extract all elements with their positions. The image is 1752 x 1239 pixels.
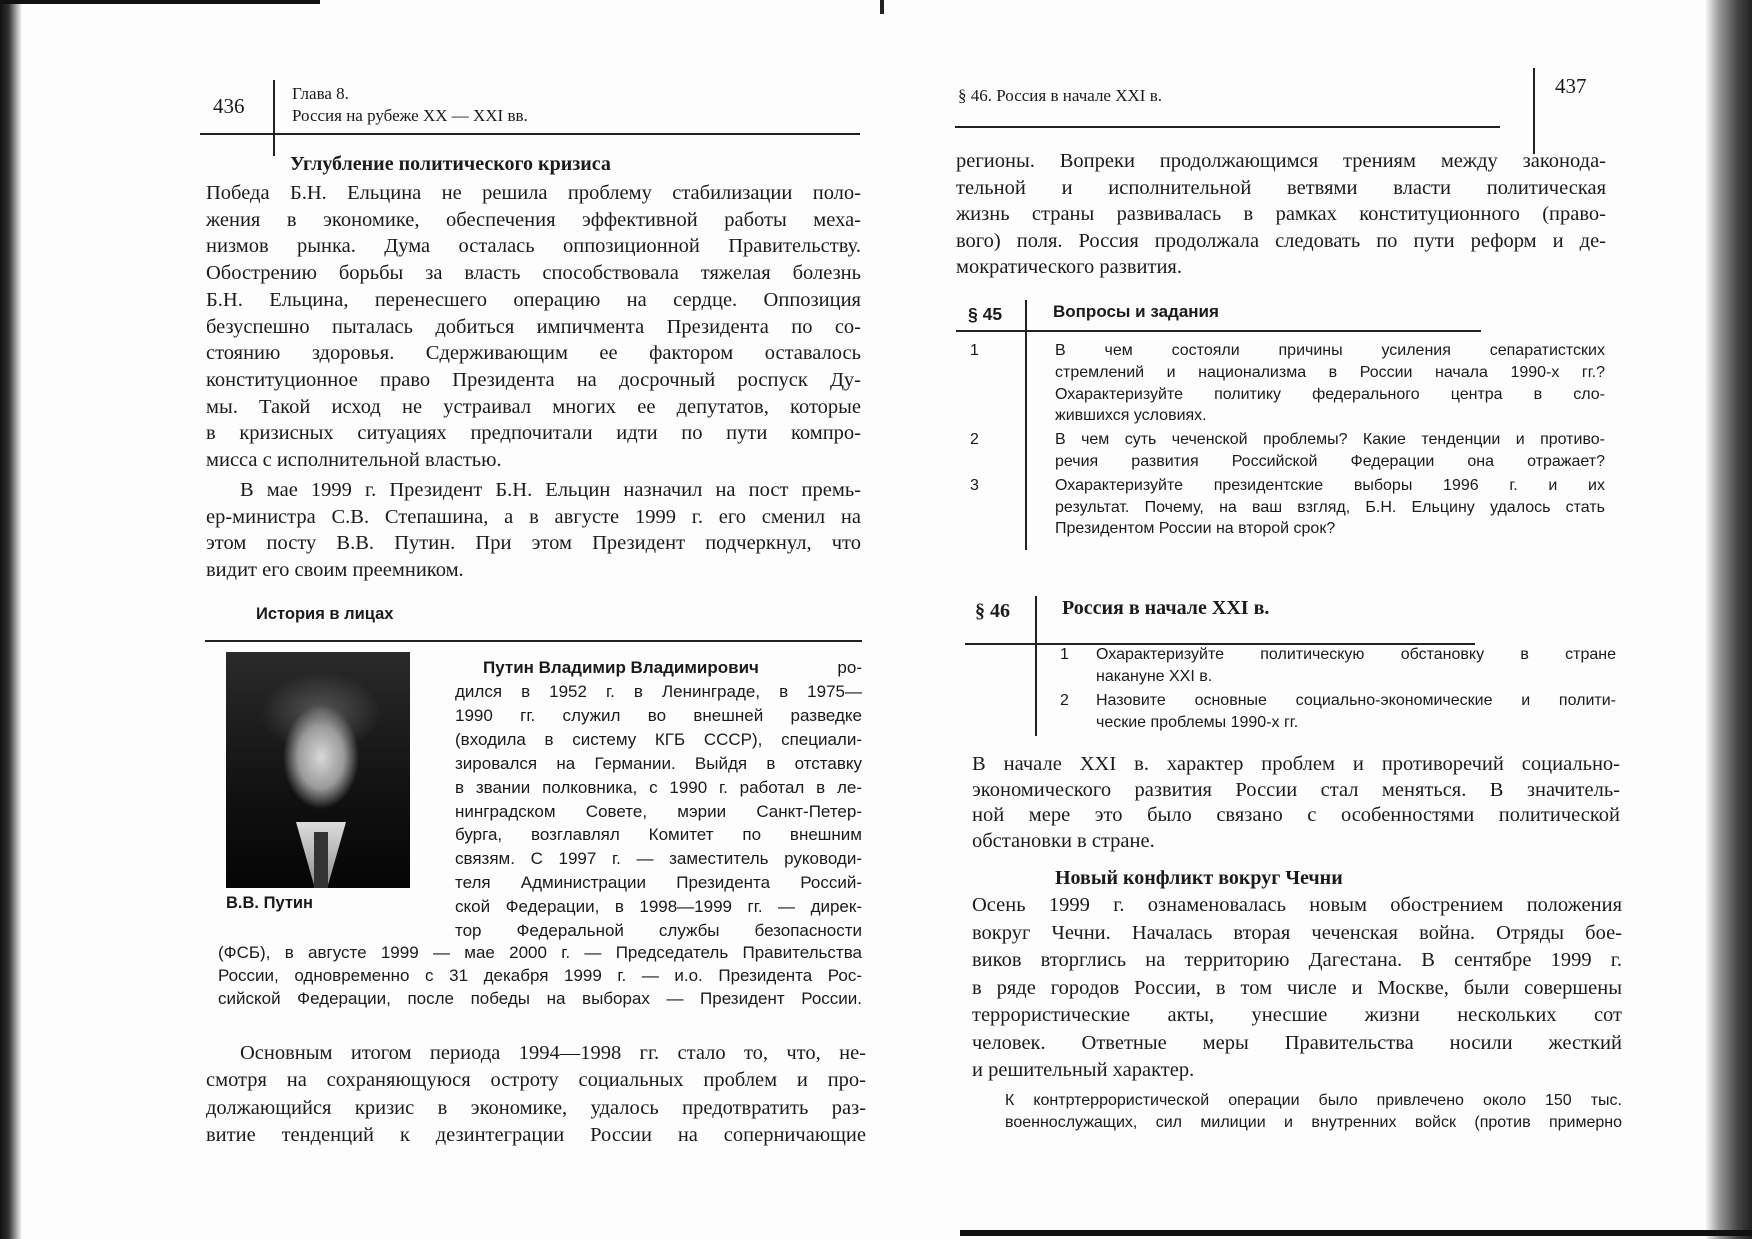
text-line: жизнь страны развивалась в рамках конституционного (право- [956, 203, 1606, 225]
paragraph [972, 892, 1622, 1085]
text-line: В начале XXI в. характер проблем и противоречий социально- [972, 753, 1620, 775]
text-line: В чем состояли причины усиления сепаратистских [1055, 342, 1605, 359]
text-line: мократического развития. [956, 256, 1182, 278]
text-line: В мае 1999 г. Президент Б.Н. Ельцин назначил на пост премь- [240, 479, 861, 501]
question-row [1060, 690, 1620, 733]
text-line: бурга, возглавлял Комитет по внешним [455, 825, 862, 845]
paragraph [972, 752, 1620, 854]
text-line: человек. Ответные меры Правительства носили жесткий [972, 1031, 1622, 1054]
paragraph [206, 180, 861, 474]
chapter-label: Глава 8. [292, 84, 349, 103]
text-line: 1990 гг. служил во внешней разведке [455, 705, 862, 725]
question-text [1055, 429, 1605, 473]
q45-title: Вопросы и задания [1053, 302, 1219, 321]
text-line: ер-министра С.В. Степашина, а в августе 1999 г. его сменил на [206, 505, 861, 528]
text-line: конституционное право Президента на досрочный роспуск Ду- [206, 368, 861, 391]
page-number-right: 437 [1555, 74, 1587, 98]
portrait-photo [226, 652, 410, 888]
text-line: Основным итогом периода 1994—1998 гг. стало то, что, не- [240, 1042, 866, 1064]
text-line: этом посту В.В. Путин. При этом Президент подчеркнул, что [206, 532, 861, 555]
running-head: § 46. Россия в начале XXI в. [958, 86, 1162, 105]
question-text [1055, 340, 1605, 427]
header-rule-right [955, 126, 1500, 128]
q45-rule [956, 330, 1481, 332]
scan-edge-top [0, 0, 320, 4]
box-rule [205, 640, 862, 642]
text-line: обстановки в стране. [972, 829, 1155, 852]
portrait-tie [314, 832, 328, 888]
text-line: Охарактеризуйте президентские выборы 1996 г. и их [1055, 476, 1605, 494]
text-line: вого) поля. Россия продолжала следовать по пути реформ и де- [956, 229, 1606, 252]
text-line: витие тенденций к дезинтеграции России на соперничающие [206, 1123, 866, 1146]
text-line: регионы. Вопреки продолжающимся трениям между законода- [956, 150, 1606, 172]
question-text [1096, 644, 1616, 687]
q46-section: § 46 [975, 600, 1010, 622]
question-number: 1 [970, 342, 979, 359]
q45-list [970, 340, 1610, 540]
q45-section: § 45 [968, 304, 1003, 324]
text-line: видит его своим преемником. [206, 559, 464, 582]
chapter-title: Россия на рубеже XX — XXI вв. [292, 106, 528, 125]
text-line: смотря на сохраняющуюся остроту социальных проблем и про- [206, 1069, 866, 1092]
text-line: дился в 1952 г. в Ленинграде, в 1975— [455, 682, 862, 701]
text-line: России, одновременно с 31 декабря 1999 г. — и.о. Президента Рос- [218, 966, 862, 985]
question-number: 2 [970, 431, 979, 449]
box-heading: История в лицах [256, 605, 394, 623]
paragraph [956, 148, 1606, 281]
text-line: ской Федерации, в 1998—1999 гг. — дирек- [455, 897, 862, 917]
text-line: в ряде городов России, в том числе и Москве, были совершены [972, 976, 1622, 999]
text-line: тор Федеральной службы безопасности [455, 921, 862, 941]
section-heading: Углубление политического кризиса [290, 153, 611, 175]
text-line: низмов рынка. Дума осталась оппозиционной Правительству. [206, 235, 861, 258]
text-line: стремлений и национализма в России начала 1990-х гг.? [1055, 363, 1605, 381]
text-line: (ФСБ), в августе 1999 — мае 2000 г. — Председатель Правительства [218, 943, 862, 962]
text-line: нинградском Совете, мэрии Санкт-Петер- [455, 801, 862, 821]
text-line: в звании полковника, с 1990 г. работал в ле- [455, 777, 862, 797]
q46-list [1060, 644, 1620, 733]
question-row [970, 475, 1610, 540]
text-line: Победа Б.Н. Ельцина не решила проблему стабилизации поло- [206, 182, 861, 204]
text-line: (входила в систему КГБ СССР), специали- [455, 729, 862, 749]
text-line: накануне XXI в. [1096, 667, 1213, 685]
question-text [1096, 690, 1616, 733]
bio-text-wide [218, 941, 862, 1010]
text-line: речия развития Российской Федерации она отражает? [1055, 452, 1605, 470]
text-line: Осень 1999 г. ознаменовалась новым обострением положения [972, 894, 1622, 916]
question-row [970, 340, 1610, 427]
text-line: безуспешно пыталась добиться импичмента Президента по со- [206, 315, 861, 338]
text-line: жения в экономике, обеспечения эффективной работы меха- [206, 208, 861, 231]
scan-edge-left [0, 0, 22, 1239]
text-line: стоянию здоровья. Сдерживающим ее фактором оставалось [206, 342, 861, 365]
paragraph [206, 477, 861, 584]
header-divider-vertical [273, 80, 275, 156]
bio-name: Путин Владимир Владимирович [483, 658, 759, 677]
section-heading-right: Новый конфликт вокруг Чечни [1055, 867, 1343, 889]
text-line: террористические акты, унесшие жизни нескольких сот [972, 1004, 1622, 1026]
header-divider-vertical-right [1533, 68, 1535, 154]
text-line: виков вторглись на территорию Дагестана. В сентябре 1999 г. [972, 949, 1622, 971]
question-row [1060, 644, 1620, 687]
question-number: 2 [1060, 692, 1069, 709]
q46-divider [1035, 596, 1037, 736]
text-line: Президентом России на второй срок? [1055, 520, 1336, 538]
text-line: военнослужащих, сил милиции и внутренних войск (против примерно [1005, 1114, 1622, 1131]
text-line: результат. Почему, на ваш взгляд, Б.Н. Ельцину удалось стать [1055, 498, 1605, 516]
bio-first-line [483, 656, 862, 680]
text-line: вокруг Чечни. Началась вторая чеченская война. Отряды бое- [972, 921, 1622, 944]
header-rule-left [200, 133, 860, 135]
text-line: К контртеррористической операции было привлечено около 150 тыс. [1005, 1092, 1622, 1109]
text-line: должающийся кризис в экономике, удалось предотвратить раз- [206, 1096, 866, 1119]
text-line: Обострению борьбы за власть способствовала тяжелая болезнь [206, 262, 861, 285]
text-line: экономического развития России стал меняться. В значитель- [972, 778, 1620, 801]
text-line: связям. С 1997 г. — заместитель руководи- [455, 849, 862, 869]
text-line: тельной и исполнительной ветвями власти политическая [956, 176, 1606, 199]
text-line: ческие проблемы 1990-х гг. [1096, 713, 1299, 731]
text-line: Б.Н. Ельцина, перенесшего операцию на сердце. Оппозиция [206, 288, 861, 311]
bio-first-rest: ро- [837, 658, 862, 677]
text-line: ной мере это было связано с особенностями политической [972, 804, 1620, 826]
text-line: Назовите основные социально-экономические и полити- [1096, 692, 1616, 709]
scan-edge-right [1705, 0, 1752, 1239]
q46-title: Россия в начале XXI в. [1062, 597, 1270, 619]
photo-caption: В.В. Путин [226, 894, 314, 912]
text-line: В чем суть чеченской проблемы? Какие тенденции и противо- [1055, 431, 1605, 449]
text-line: и решительный характер. [972, 1059, 1195, 1081]
question-number: 1 [1060, 646, 1069, 663]
scan-edge-bottom [960, 1230, 1752, 1236]
question-number: 3 [970, 476, 979, 494]
text-line: Охарактеризуйте политическую обстановку в стране [1096, 646, 1616, 663]
bio-text [455, 680, 862, 943]
text-line: в кризисных ситуациях предпочитали идти по пути компро- [206, 422, 861, 445]
paragraph [206, 1040, 866, 1149]
text-line: Охарактеризуйте политику федерального центра в сло- [1055, 385, 1605, 403]
text-line: теля Администрации Президента Россий- [455, 873, 862, 893]
small-print [1005, 1090, 1622, 1134]
text-line: жившихся условиях. [1055, 407, 1207, 425]
scan-mark [880, 0, 884, 14]
page-number-left: 436 [213, 94, 245, 118]
text-line: мы. Такой исход не устраивал многих ее депутатов, которые [206, 395, 861, 418]
question-text [1055, 475, 1605, 540]
question-row [970, 429, 1610, 473]
text-line: зировался на Германии. Выйдя в отставку [455, 753, 862, 773]
text-line: сийской Федерации, после победы на выборах — Президент России. [218, 989, 862, 1008]
text-line: мисса с исполнительной властью. [206, 449, 502, 472]
